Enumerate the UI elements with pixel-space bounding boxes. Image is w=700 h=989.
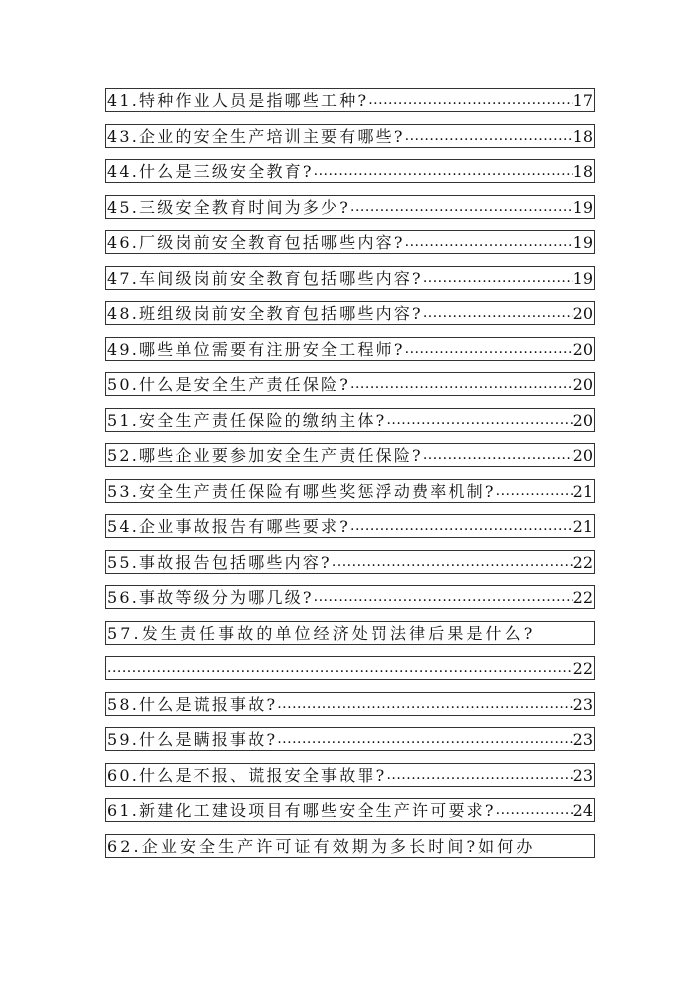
toc-entry-page: 23 [572, 765, 593, 785]
toc-entry-title: 59.什么是瞒报事故? [107, 730, 278, 749]
toc-entry-57-continuation[interactable] [105, 656, 595, 680]
toc-entry-60[interactable] [105, 763, 595, 787]
toc-entry-46[interactable] [105, 230, 595, 254]
toc-entry-44[interactable] [105, 159, 595, 183]
toc-entry-title: 48.班组级岗前安全教育包括哪些内容? [107, 304, 423, 323]
toc-entry-49[interactable] [105, 337, 595, 361]
toc-entry-54[interactable] [105, 514, 595, 538]
toc-entry-59[interactable] [105, 727, 595, 751]
toc-entry-title: 53.安全生产责任保险有哪些奖惩浮动费率机制? [107, 481, 496, 501]
toc-entry-page: 20 [572, 304, 593, 323]
dot-leader [277, 730, 572, 750]
toc-entry-title: 49.哪些单位需要有注册安全工程师? [107, 339, 405, 359]
toc-entry-page: 18 [572, 162, 593, 181]
dot-leader [423, 269, 573, 289]
toc-entry-title: 58.什么是谎报事故? [107, 694, 278, 714]
toc-entry-title: 43.企业的安全生产培训主要有哪些? [107, 126, 405, 146]
toc-entry-62[interactable] [105, 834, 595, 858]
toc-entry-page: 22 [572, 552, 593, 572]
toc-entry-page: 18 [572, 126, 593, 146]
table-of-contents [105, 88, 595, 869]
toc-entry-page: 24 [572, 801, 593, 820]
dot-leader [405, 127, 573, 147]
dot-leader [423, 446, 573, 466]
dot-leader [107, 659, 573, 679]
toc-entry-title: 44.什么是三级安全教育? [107, 162, 314, 181]
toc-entry-page: 17 [572, 91, 593, 110]
dot-leader [423, 304, 573, 324]
toc-entry-title: 57.发生责任事故的单位经济处罚法律后果是什么? [107, 623, 536, 643]
dot-leader [405, 233, 573, 253]
dot-leader [386, 766, 572, 786]
toc-entry-page: 20 [572, 375, 593, 394]
toc-entry-page: 19 [572, 233, 593, 252]
toc-entry-title: 52.哪些企业要参加安全生产责任保险? [107, 446, 423, 465]
dot-leader [332, 553, 573, 573]
toc-entry-title: 46.厂级岗前安全教育包括哪些内容? [107, 233, 405, 252]
dot-leader [496, 801, 573, 821]
toc-entry-53[interactable] [105, 479, 595, 503]
dot-leader [350, 517, 573, 537]
toc-entry-page: 22 [572, 588, 593, 607]
toc-entry-page: 20 [572, 446, 593, 465]
dot-leader [350, 375, 573, 395]
dot-leader [314, 162, 573, 182]
toc-entry-title: 62.企业安全生产许可证有效期为多长时间?如何办 [107, 836, 536, 856]
toc-entry-58[interactable] [105, 692, 595, 716]
toc-entry-title: 45.三级安全教育时间为多少? [107, 197, 351, 217]
toc-entry-48[interactable] [105, 301, 595, 325]
toc-entry-title: 56.事故等级分为哪几级? [107, 588, 314, 607]
toc-entry-56[interactable] [105, 585, 595, 609]
toc-entry-55[interactable] [105, 550, 595, 574]
toc-entry-title: 50.什么是安全生产责任保险? [107, 375, 351, 394]
toc-entry-page: 20 [572, 410, 593, 430]
dot-leader [496, 482, 573, 502]
toc-entry-page: 21 [572, 481, 593, 501]
dot-leader [368, 91, 572, 111]
dot-leader [350, 198, 573, 218]
toc-entry-title: 55.事故报告包括哪些内容? [107, 552, 332, 572]
toc-entry-57[interactable] [105, 621, 595, 645]
toc-entry-title: 60.什么是不报、谎报安全事故罪? [107, 765, 387, 785]
toc-entry-50[interactable] [105, 372, 595, 396]
toc-entry-page: 23 [572, 694, 593, 714]
toc-entry-title: 61.新建化工建设项目有哪些安全生产许可要求? [107, 801, 496, 820]
toc-entry-43[interactable] [105, 124, 595, 148]
dot-leader [386, 411, 572, 431]
toc-entry-47[interactable] [105, 266, 595, 290]
toc-entry-page: 22 [572, 659, 593, 678]
dot-leader [405, 340, 573, 360]
dot-leader [277, 695, 572, 715]
toc-entry-41[interactable] [105, 88, 595, 112]
toc-entry-52[interactable] [105, 443, 595, 467]
toc-entry-page: 23 [572, 730, 593, 749]
toc-entry-45[interactable] [105, 195, 595, 219]
toc-entry-page: 21 [572, 517, 593, 536]
toc-entry-page: 20 [572, 339, 593, 359]
toc-entry-title: 51.安全生产责任保险的缴纳主体? [107, 410, 387, 430]
toc-entry-title: 54.企业事故报告有哪些要求? [107, 517, 351, 536]
toc-entry-61[interactable] [105, 798, 595, 822]
toc-entry-page: 19 [572, 268, 593, 288]
toc-entry-51[interactable] [105, 408, 595, 432]
toc-entry-title: 47.车间级岗前安全教育包括哪些内容? [107, 268, 423, 288]
toc-entry-page: 19 [572, 197, 593, 217]
toc-entry-title: 41.特种作业人员是指哪些工种? [107, 91, 369, 110]
dot-leader [314, 588, 573, 608]
